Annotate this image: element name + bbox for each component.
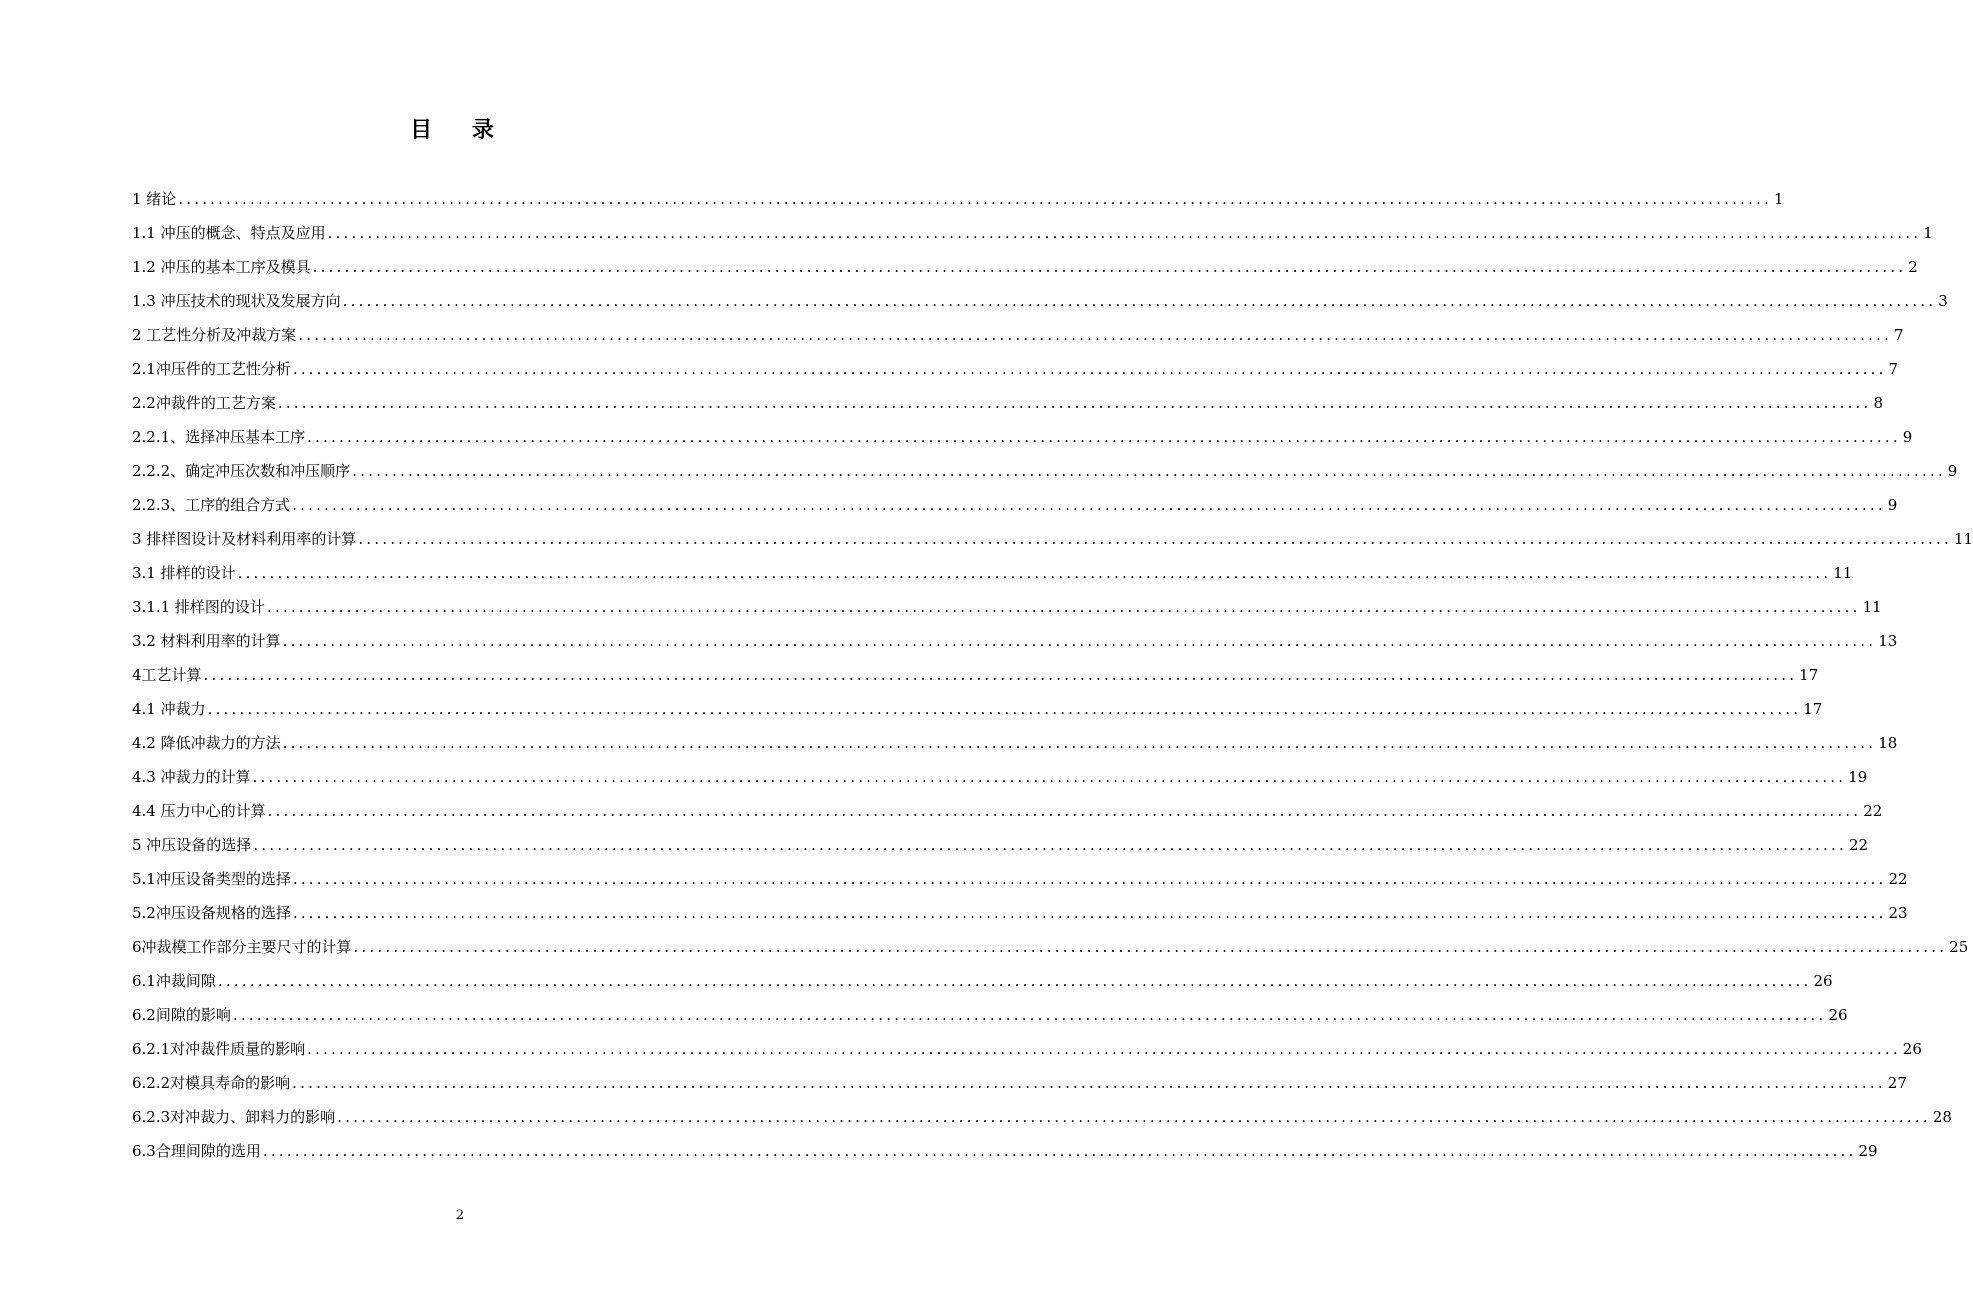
toc-entry-page: 17 <box>1803 700 1823 718</box>
toc-entry-page: 9 <box>1887 496 1898 514</box>
toc-entry-label: 4.4 压力中心的计算 <box>132 802 266 820</box>
toc-leader-dots: ........................................................................................................................................................................................................ <box>282 734 1877 752</box>
toc-entry-label: 1.1 冲压的概念、特点及应用 <box>132 224 326 242</box>
toc-entry-page: 8 <box>1873 394 1884 412</box>
toc-entry[interactable] <box>132 760 1868 794</box>
toc-entry-page: 7 <box>1893 326 1904 344</box>
toc-entry-page: 7 <box>1888 360 1899 378</box>
toc-entry[interactable] <box>132 420 1913 454</box>
toc-entry-label: 5 冲压设备的选择 <box>132 836 252 854</box>
toc-title: 目 录 <box>410 118 510 143</box>
toc-leader-dots: ........................................................................................................................................................................................................ <box>178 190 1772 208</box>
toc-entry[interactable] <box>132 726 1898 760</box>
toc-leader-dots: ........................................................................................................................................................................................................ <box>262 1142 1857 1160</box>
toc-entry-label: 2 工艺性分析及冲裁方案 <box>132 326 297 344</box>
toc-leader-dots: ........................................................................................................................................................................................................ <box>292 904 1887 922</box>
toc-entry-page: 17 <box>1799 666 1819 684</box>
toc-leader-dots: ........................................................................................................................................................................................................ <box>203 666 1798 684</box>
toc-entry-page: 18 <box>1878 734 1898 752</box>
toc-entry[interactable] <box>132 522 1973 556</box>
toc-entry-page: 2 <box>1908 258 1918 276</box>
toc-entry-page: 11 <box>1953 530 1973 548</box>
toc-entry[interactable] <box>132 590 1882 624</box>
toc-entry-page: 22 <box>1848 836 1869 854</box>
toc-leader-dots: ........................................................................................................................................................................................................ <box>277 394 1872 412</box>
toc-entry-label: 3 排样图设计及材料利用率的计算 <box>132 530 357 548</box>
toc-entry-page: 11 <box>1833 564 1853 582</box>
toc-entry-page: 9 <box>1947 462 1958 480</box>
toc-entry-label: 2.1冲压件的工艺性分析 <box>132 360 291 378</box>
toc-entry[interactable] <box>132 658 1819 692</box>
toc-entry-page: 26 <box>1902 1040 1922 1058</box>
toc-entry[interactable] <box>132 318 1904 352</box>
toc-entry[interactable] <box>132 1100 1952 1134</box>
toc-leader-dots: ........................................................................................................................................................................................................ <box>253 836 1847 854</box>
toc-entry-label: 5.2冲压设备规格的选择 <box>132 904 291 922</box>
toc-leader-dots: ........................................................................................................................................................................................................ <box>327 224 1922 242</box>
toc-entry[interactable] <box>132 284 1948 318</box>
toc-entry[interactable] <box>132 896 1908 930</box>
toc-entry[interactable] <box>132 488 1898 522</box>
toc-leader-dots: ........................................................................................................................................................................................................ <box>358 530 1952 548</box>
toc-entry-page: 28 <box>1932 1108 1952 1126</box>
toc-entry[interactable] <box>132 692 1823 726</box>
toc-leader-dots: ........................................................................................................................................................................................................ <box>342 292 1937 310</box>
toc-entry-page: 22 <box>1863 802 1883 820</box>
toc-entry-label: 6.2.2对模具寿命的影响 <box>132 1074 291 1092</box>
toc-entry[interactable] <box>132 386 1884 420</box>
toc-leader-dots: ........................................................................................................................................................................................................ <box>292 496 1886 514</box>
toc-entry-label: 1.3 冲压技术的现状及发展方向 <box>132 292 341 310</box>
toc-entry[interactable] <box>132 998 1848 1032</box>
table-of-contents <box>132 182 1973 1168</box>
toc-entry-label: 6.1冲裁间隙 <box>132 972 216 990</box>
toc-entry-label: 6.2间隙的影响 <box>132 1006 231 1024</box>
toc-entry-label: 6.2.1对冲裁件质量的影响 <box>132 1040 306 1058</box>
toc-leader-dots: ........................................................................................................................................................................................................ <box>237 564 1832 582</box>
toc-entry-label: 3.2 材料利用率的计算 <box>132 632 281 650</box>
toc-entry-label: 4.1 冲裁力 <box>132 700 206 718</box>
toc-entry-page: 26 <box>1828 1006 1848 1024</box>
toc-leader-dots: ........................................................................................................................................................................................................ <box>252 768 1847 786</box>
toc-entry-page: 23 <box>1888 904 1908 922</box>
toc-entry-label: 4.2 降低冲裁力的方法 <box>132 734 281 752</box>
toc-entry-label: 2.2.1、选择冲压基本工序 <box>132 428 306 446</box>
toc-entry-page: 19 <box>1848 768 1868 786</box>
toc-leader-dots: ........................................................................................................................................................................................................ <box>292 360 1887 378</box>
toc-entry[interactable] <box>132 454 1958 488</box>
toc-entry-page: 1 <box>1923 224 1933 242</box>
toc-leader-dots: ........................................................................................................................................................................................................ <box>217 972 1812 990</box>
toc-leader-dots: ........................................................................................................................................................................................................ <box>353 938 1948 956</box>
page-number: 2 <box>455 1208 465 1223</box>
toc-entry-page: 25 <box>1949 938 1969 956</box>
toc-entry[interactable] <box>132 1066 1907 1100</box>
toc-entry[interactable] <box>132 794 1883 828</box>
toc-entry-label: 4.3 冲裁力的计算 <box>132 768 251 786</box>
toc-entry-label: 1 绪论 <box>132 190 177 208</box>
toc-entry[interactable] <box>132 250 1918 284</box>
toc-entry[interactable] <box>132 1134 1878 1168</box>
toc-entry-label: 1.2 冲压的基本工序及模具 <box>132 258 311 276</box>
toc-entry[interactable] <box>132 216 1933 250</box>
toc-entry-page: 26 <box>1813 972 1833 990</box>
toc-entry-page: 3 <box>1938 292 1948 310</box>
toc-entry-label: 3.1 排样的设计 <box>132 564 236 582</box>
toc-entry-label: 2.2.2、确定冲压次数和冲压顺序 <box>132 462 351 480</box>
toc-leader-dots: ........................................................................................................................................................................................................ <box>337 1108 1931 1126</box>
toc-leader-dots: ........................................................................................................................................................................................................ <box>292 870 1887 888</box>
toc-entry-label: 6.2.3对冲裁力、卸料力的影响 <box>132 1108 336 1126</box>
toc-leader-dots: ........................................................................................................................................................................................................ <box>282 632 1877 650</box>
toc-entry[interactable] <box>132 828 1869 862</box>
toc-entry[interactable] <box>132 352 1899 386</box>
toc-entry[interactable] <box>132 624 1898 658</box>
toc-leader-dots: ........................................................................................................................................................................................................ <box>307 428 1901 446</box>
toc-leader-dots: ........................................................................................................................................................................................................ <box>266 598 1861 616</box>
toc-entry[interactable] <box>132 862 1908 896</box>
toc-entry[interactable] <box>132 930 1969 964</box>
toc-entry[interactable] <box>132 182 1784 216</box>
toc-leader-dots: ........................................................................................................................................................................................................ <box>352 462 1946 480</box>
toc-leader-dots: ........................................................................................................................................................................................................ <box>312 258 1907 276</box>
toc-entry-label: 6冲裁模工作部分主要尺寸的计算 <box>132 938 352 956</box>
toc-entry-label: 2.2冲裁件的工艺方案 <box>132 394 276 412</box>
toc-entry-label: 3.1.1 排样图的设计 <box>132 598 265 616</box>
toc-leader-dots: ........................................................................................................................................................................................................ <box>207 700 1802 718</box>
toc-entry[interactable] <box>132 964 1833 998</box>
toc-leader-dots: ........................................................................................................................................................................................................ <box>307 1040 1901 1058</box>
toc-entry-page: 9 <box>1902 428 1913 446</box>
toc-entry-label: 4工艺计算 <box>132 666 202 684</box>
toc-leader-dots: ........................................................................................................................................................................................................ <box>232 1006 1827 1024</box>
toc-entry-page: 13 <box>1878 632 1898 650</box>
toc-entry-page: 27 <box>1887 1074 1907 1092</box>
toc-leader-dots: ........................................................................................................................................................................................................ <box>292 1074 1886 1092</box>
toc-entry-label: 2.2.3、工序的组合方式 <box>132 496 291 514</box>
toc-entry-label: 6.3合理间隙的选用 <box>132 1142 261 1160</box>
toc-entry-page: 29 <box>1858 1142 1878 1160</box>
toc-entry-page: 1 <box>1773 190 1784 208</box>
toc-entry-page: 11 <box>1862 598 1882 616</box>
toc-leader-dots: ........................................................................................................................................................................................................ <box>267 802 1862 820</box>
toc-entry-label: 5.1冲压设备类型的选择 <box>132 870 291 888</box>
toc-entry[interactable] <box>132 1032 1922 1066</box>
toc-entry[interactable] <box>132 556 1853 590</box>
toc-leader-dots: ........................................................................................................................................................................................................ <box>298 326 1892 344</box>
toc-entry-page: 22 <box>1888 870 1908 888</box>
